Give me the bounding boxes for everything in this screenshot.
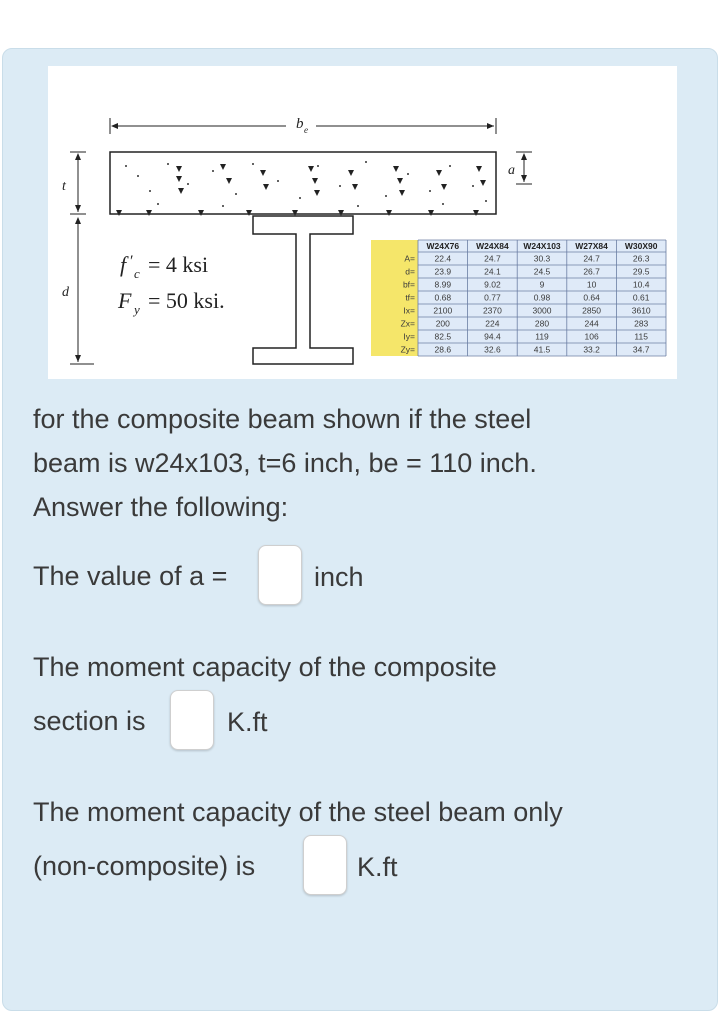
fy-symbol: F [118,288,132,313]
table-row-label: tf= [405,292,415,303]
table-column-header: W24X84 [476,241,509,251]
d-dimension [62,218,94,364]
table-cell: 0.61 [632,292,650,303]
table-cell: 41.5 [533,344,551,355]
be-label-sub: e [304,125,308,135]
table-cell: 2100 [433,305,453,316]
table-cell: 34.7 [632,344,650,355]
table-cell: 32.6 [484,344,501,355]
table-row-label: Zx= [400,318,415,329]
table-cell: 244 [584,318,599,329]
table-cell: 115 [634,331,648,342]
table-cell: 280 [534,318,550,329]
fc-prime: ′ [130,253,134,270]
table-cell: 30.3 [533,253,551,264]
answer-composite-moment-input[interactable] [170,690,214,750]
table-column-header: W30X90 [624,241,658,251]
q2-prefix: section is [33,706,146,736]
fc-symbol: f [120,252,127,277]
table-cell: 10.4 [632,279,650,290]
table-cell: 8.99 [434,279,452,290]
question-line-2: beam is w24x103, t=6 inch, be = 110 inch. [33,448,537,478]
t-dimension [62,152,86,214]
answer-steel-moment-input[interactable] [303,835,347,895]
table-row-label: Zy= [400,344,415,355]
material-properties [117,252,225,317]
question-line-1: for the composite beam shown if the steel [33,404,532,434]
t-label: t [62,179,66,194]
a-label: a [508,163,515,178]
table-cell: 0.98 [533,292,551,303]
fc-value: = 4 ksi [148,252,209,277]
table-cell: 82.5 [434,331,452,342]
table-row-label: Ix= [403,305,415,316]
table-cell: 26.3 [632,253,650,264]
table-cell: 3610 [631,305,651,316]
q1-unit: inch [314,562,364,592]
table-column-header: W27X84 [575,241,608,251]
q3-prefix: (non-composite) is [33,851,256,881]
table-column-header: W24X103 [523,241,561,251]
steel-i-beam [253,216,353,364]
table-cell: 23.9 [434,266,452,277]
q2-unit: K.ft [227,707,268,737]
table-column-header: W24X76 [426,241,460,251]
table-row-label: bf= [402,279,415,290]
table-cell: 24.7 [484,253,501,264]
table-cell: 22.4 [434,253,452,264]
a-dimension [508,152,532,184]
table-cell: 29.5 [632,266,650,277]
concrete-slab [110,152,496,216]
fc-sub: c [134,266,140,281]
q3-line-1: The moment capacity of the steel beam only [33,797,563,827]
table-cell: 0.64 [583,292,600,303]
table-cell: 26.7 [583,266,600,277]
table-cell: 24.1 [484,266,501,277]
table-cell: 24.7 [583,253,600,264]
q2-line-1: The moment capacity of the composite [33,652,497,682]
table-cell: 200 [435,318,450,329]
table-cell: 9 [539,279,545,290]
answer-a-input[interactable] [258,545,302,605]
fy-sub: y [134,302,140,317]
table-cell: 9.02 [484,279,501,290]
table-cell: 106 [584,331,599,342]
beam-figure [48,66,677,379]
q3-unit: K.ft [357,852,398,882]
be-dimension [110,116,496,135]
d-label: d [62,285,69,300]
table-cell: 33.2 [583,344,600,355]
table-cell: 24.5 [533,266,551,277]
table-cell: 283 [634,318,649,329]
table-row-label: A= [404,253,415,264]
table-cell: 2370 [482,305,502,316]
be-label: b [296,116,304,132]
table-cell: 3000 [532,305,552,316]
section-properties-table [371,240,666,356]
table-row-label: Iy= [403,331,415,342]
table-cell: 2850 [582,305,602,316]
q1-prefix: The value of a = [33,561,228,591]
table-cell: 224 [485,318,500,329]
table-cell: 94.4 [484,331,501,342]
table-cell: 0.68 [434,292,452,303]
question-line-3: Answer the following: [33,492,289,522]
fy-value: = 50 ksi. [148,288,225,313]
table-cell: 28.6 [434,344,452,355]
table-row-label: d= [405,266,415,277]
table-cell: 0.77 [484,292,501,303]
table-cell: 119 [535,331,549,342]
table-cell: 10 [586,279,597,290]
